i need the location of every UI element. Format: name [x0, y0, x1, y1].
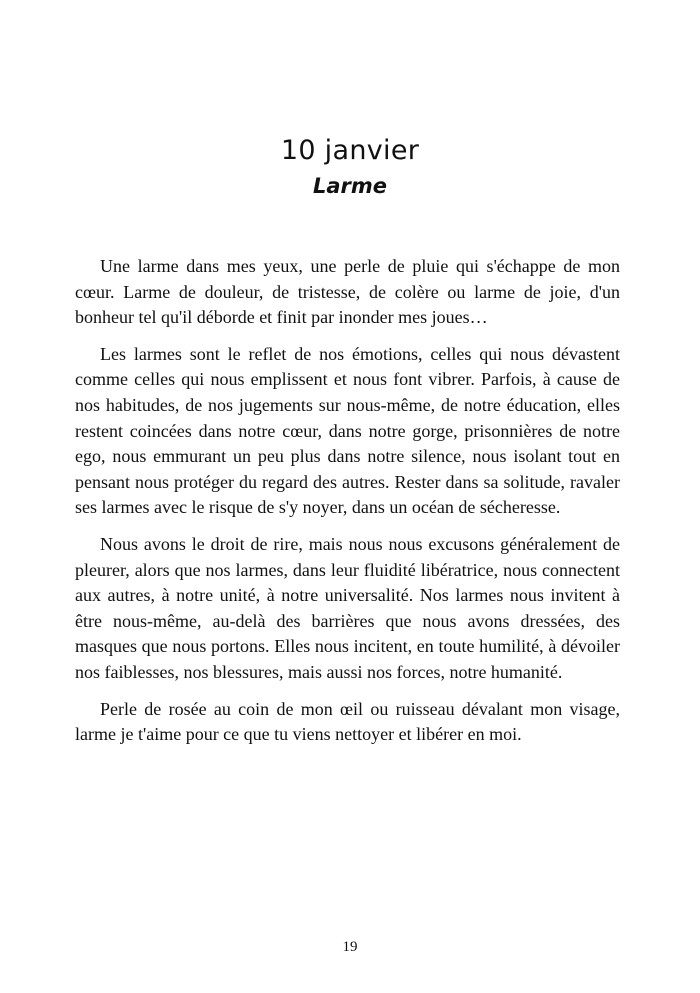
chapter-date: 10 janvier: [280, 135, 420, 166]
chapter-body: [75, 254, 620, 759]
paragraph-1: Une larme dans mes yeux, une perle de pluie qui s'échappe de mon cœur. Larme de douleur, de tristesse, de colère ou larme de joie, d'un bonheur tel qu'il déborde et finit par inonder mes joues…: [75, 256, 620, 328]
page-number: 19: [342, 939, 358, 955]
paragraph-4: Perle de rosée au coin de mon œil ou ruisseau dévalant mon visage, larme je t'aime pour ce que tu viens nettoyer et libérer en moi.: [75, 698, 620, 745]
paragraph-2: Les larmes sont le reflet de nos émotions, celles qui nous dévastent comme celles qui nous emplissent et nous font vibrer. Parfois, à cause de nos habitudes, de nos jugements sur nous-même, de notre éducation, elles restent coincées dans notre cœur, dans notre gorge, prisonnières de notre ego, nous emmurant un peu plus dans notre silence, nous isolant tout en pensant nous protéger du regard des autres. Rester dans sa solitude, ravaler ses larmes avec le risque de s'y noyer, dans un océan de sécheresse.: [75, 343, 620, 518]
chapter-title: Larme: [312, 174, 388, 198]
paragraph-3: Nous avons le droit de rire, mais nous nous excusons généralement de pleurer, alors que nos larmes, dans leur fluidité libératrice, nous connectent aux autres, à notre unité, à notre universalité. Nos larmes nous invitent à être nous-même, au-delà des barrières que nous avons dressées, des masques que nous portons. Elles nous incitent, en toute humilité, à dévoiler nos faiblesses, nos blessures, mais aussi nos forces, notre humanité.: [75, 533, 620, 682]
